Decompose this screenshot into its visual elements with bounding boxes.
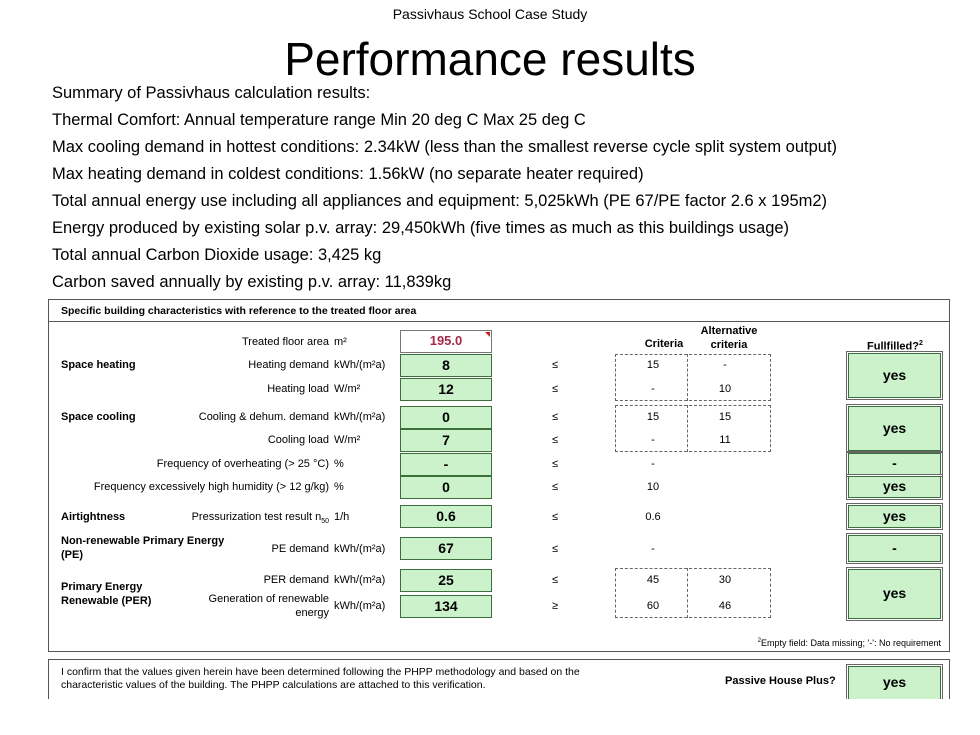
- group-airtightness: Airtightness: [61, 511, 126, 523]
- pressurization-value: 0.6: [400, 505, 492, 528]
- confirm-text-line-2: characteristic values of the building. The PHPP calculations are attached to this verification.: [61, 679, 486, 691]
- heating-demand-unit: kWh/(m²a): [334, 359, 386, 371]
- summary-line: Carbon saved annually by existing p.v. array: 11,839kg: [52, 273, 452, 291]
- pe-demand-unit: kWh/(m²a): [334, 543, 386, 555]
- summary-line: Total annual Carbon Dioxide usage: 3,425 kg: [52, 246, 382, 264]
- heating-demand-op: ≤: [551, 359, 559, 371]
- cooling-demand-alt: 15: [718, 411, 732, 423]
- cooling-load-alt: 11: [719, 434, 731, 446]
- cooling-load-op: ≤: [551, 434, 559, 446]
- heating-load-label: Heating load: [267, 383, 329, 395]
- per-demand-op: ≤: [551, 574, 559, 586]
- renewable-gen-alt: 46: [718, 600, 732, 612]
- cooling-demand-unit: kWh/(m²a): [334, 411, 386, 423]
- heating-demand-value: 8: [400, 354, 492, 377]
- confirmation-sheet: [48, 659, 950, 699]
- pe-demand-value: 67: [400, 537, 492, 560]
- renewable-gen-value: 134: [400, 595, 492, 618]
- per-criteria-divider: [687, 568, 688, 618]
- slide-title: Performance results: [284, 33, 696, 85]
- overheating-unit: %: [334, 458, 344, 470]
- humidity-op: ≤: [551, 481, 559, 493]
- cooling-load-criteria: -: [651, 434, 655, 446]
- group-space-cooling: Space cooling: [61, 411, 136, 423]
- humidity-label: Frequency excessively high humidity (> 12 g/kg): [93, 481, 329, 493]
- heating-load-criteria: -: [651, 383, 655, 395]
- heating-load-unit: W/m²: [334, 383, 361, 395]
- slide-subtitle: Passivhaus School Case Study: [392, 6, 588, 22]
- cooling-fulfilled: yes: [848, 406, 941, 451]
- sheet-footnote: $^2$Empty field: Data missing; '-': No requirement: [757, 638, 941, 648]
- humidity-fulfilled: yes: [848, 476, 941, 498]
- alt-criteria-header-1: Alternative: [700, 325, 758, 337]
- pressurization-unit: 1/h: [334, 511, 350, 523]
- passive-house-plus-label: Passive House Plus?: [725, 675, 836, 687]
- airtightness-fulfilled: yes: [848, 505, 941, 528]
- pe-demand-op: ≤: [551, 543, 559, 555]
- fulfilled-header: Fullfilled?$^2$: [867, 340, 923, 353]
- renewable-gen-unit: kWh/(m²a): [334, 600, 386, 612]
- per-demand-unit: kWh/(m²a): [334, 574, 386, 586]
- cooling-criteria-divider: [687, 405, 688, 452]
- heating-fulfilled: yes: [848, 353, 941, 398]
- cooling-demand-label: Cooling & dehum. demand: [198, 411, 329, 423]
- summary-line: Total annual energy use including all appliances and equipment: 5,025kWh (PE 67/PE factor 2.6 x 195m2): [52, 192, 828, 210]
- confirm-text-line-1: I confirm that the values given herein have been determined following the PHPP methodology and based on the: [61, 666, 580, 678]
- cooling-load-unit: W/m²: [334, 434, 361, 446]
- group-per-line-2: Renewable (PER): [61, 595, 152, 607]
- pe-fulfilled: -: [848, 535, 941, 562]
- renewable-gen-label-1: Generation of renewable: [208, 593, 329, 605]
- heating-criteria-divider: [687, 354, 688, 401]
- humidity-value: 0: [400, 476, 492, 499]
- group-pe-line-1: Non-renewable Primary Energy: [61, 535, 225, 547]
- heating-load-op: ≤: [551, 383, 559, 395]
- group-space-heating: Space heating: [61, 359, 136, 371]
- renewable-gen-label-2: energy: [295, 607, 329, 619]
- per-demand-criteria: 45: [646, 574, 660, 586]
- heating-load-alt: 10: [718, 383, 732, 395]
- pressurization-label: Pressurization test result $n_{50}$: [191, 511, 329, 526]
- heating-demand-criteria: 15: [646, 359, 660, 371]
- pe-demand-label: PE demand: [271, 543, 329, 555]
- heating-demand-alt: -: [723, 359, 727, 371]
- humidity-criteria: 10: [646, 481, 660, 493]
- building-characteristics-sheet: [48, 299, 950, 652]
- pressurization-op: ≤: [551, 511, 559, 523]
- humidity-unit: %: [334, 481, 344, 493]
- per-demand-alt: 30: [718, 574, 732, 586]
- overheating-value: -: [400, 453, 492, 476]
- cooling-demand-criteria: 15: [646, 411, 660, 423]
- summary-line: Thermal Comfort: Annual temperature range Min 20 deg C Max 25 deg C: [52, 111, 586, 129]
- pe-demand-criteria: -: [651, 543, 655, 555]
- cooling-load-value: 7: [400, 429, 492, 452]
- overheating-op: ≤: [551, 458, 559, 470]
- floor-area-label: Treated floor area: [241, 336, 329, 348]
- alt-criteria-header-2: criteria: [710, 339, 748, 351]
- group-per-line-1: Primary Energy: [61, 581, 143, 593]
- heating-load-value: 12: [400, 378, 492, 401]
- overheating-label: Frequency of overheating (> 25 °C): [156, 458, 329, 470]
- group-pe-line-2: (PE): [61, 549, 83, 561]
- summary-line: Max cooling demand in hottest conditions: 2.34kW (less than the smallest reverse cycle split system output): [52, 138, 838, 156]
- summary-line: Max heating demand in coldest conditions: 1.56kW (no separate heater required): [52, 165, 644, 183]
- overheating-criteria: -: [651, 458, 655, 470]
- cooling-demand-op: ≤: [551, 411, 559, 423]
- per-demand-value: 25: [400, 569, 492, 592]
- sheet-header: Specific building characteristics with reference to the treated floor area: [49, 300, 949, 322]
- summary-line: Energy produced by existing solar p.v. array: 29,450kWh (five times as much as this buildings usage): [52, 219, 790, 237]
- cooling-load-label: Cooling load: [267, 434, 329, 446]
- passive-house-plus-value: yes: [848, 666, 941, 699]
- criteria-header: Criteria: [644, 338, 684, 350]
- renewable-gen-op: ≥: [551, 600, 559, 612]
- renewable-gen-criteria: 60: [646, 600, 660, 612]
- heating-demand-label: Heating demand: [248, 359, 329, 371]
- floor-area-unit: m²: [334, 336, 347, 348]
- per-demand-label: PER demand: [263, 574, 329, 586]
- pressurization-criteria: 0.6: [645, 511, 661, 523]
- summary-list: [52, 80, 952, 296]
- per-fulfilled: yes: [848, 569, 941, 619]
- overheating-fulfilled: -: [848, 453, 941, 475]
- cooling-demand-value: 0: [400, 406, 492, 429]
- summary-line: Summary of Passivhaus calculation results:: [52, 84, 371, 102]
- floor-area-value: 195.0: [400, 330, 492, 353]
